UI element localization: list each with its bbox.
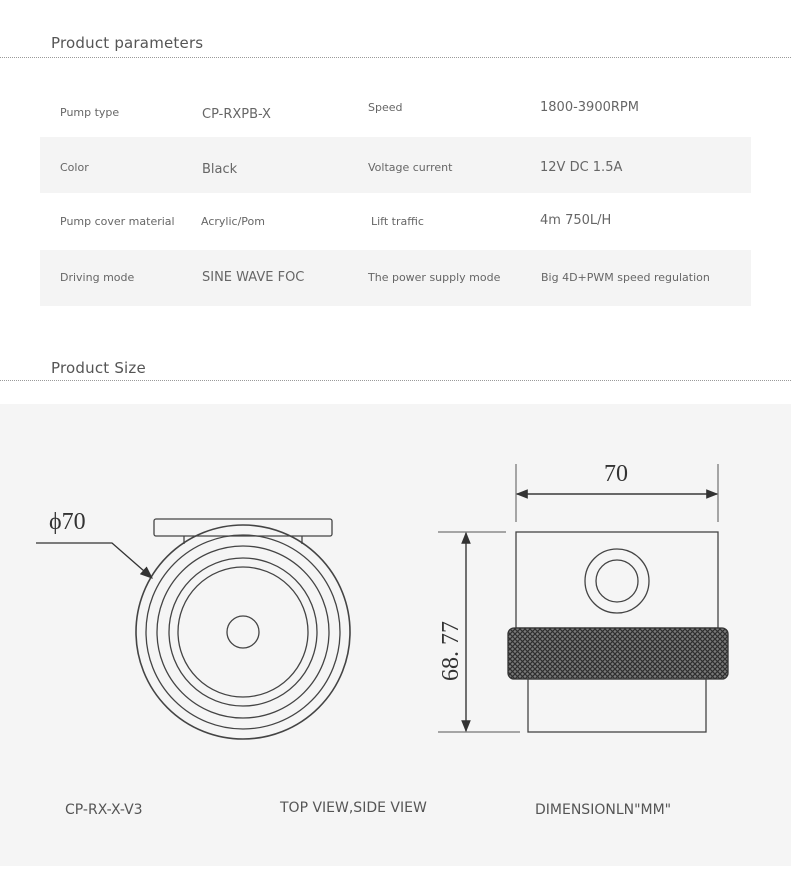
row-1-label-1: Pump type: [60, 106, 120, 119]
row-2-value-2: 12V DC 1.5A: [540, 160, 623, 175]
row-1-value-1: CP-RXPB-X: [202, 107, 271, 122]
top-view-ring-4: [169, 558, 317, 706]
row-2-value-1: Black: [202, 162, 238, 177]
side-view-lower-body: [528, 679, 706, 732]
row-4-label-1: Driving mode: [60, 271, 135, 284]
top-view-ring-3: [157, 546, 329, 718]
table-row: [40, 250, 751, 306]
row-3-label-2: Lift traffic: [371, 215, 424, 228]
views-caption: TOP VIEW,SIDE VIEW: [280, 800, 427, 816]
top-view-center-port: [227, 616, 259, 648]
side-view-knurled-ring: [508, 628, 728, 679]
table-row: [40, 137, 751, 193]
top-view-mount-plate: [154, 519, 332, 536]
row-1-value-2: 1800-3900RPM: [540, 100, 639, 115]
top-view-mount-tabs: [184, 536, 302, 544]
table-row: [40, 80, 751, 136]
top-view-ring-2: [146, 535, 340, 729]
model-caption: CP-RX-X-V3: [65, 802, 143, 818]
side-view-port-outer: [585, 549, 649, 613]
row-1-label-2: Speed: [368, 101, 403, 114]
row-4-label-2: The power supply mode: [368, 271, 501, 284]
parameters-title: Product parameters: [51, 34, 204, 52]
side-view-drawing: [438, 464, 728, 732]
row-4-value-1: SINE WAVE FOC: [202, 270, 305, 285]
diameter-label: ϕ70: [49, 509, 86, 535]
row-2-label-1: Color: [60, 161, 89, 174]
size-divider: [0, 380, 791, 381]
unit-caption: DIMENSIONLN"MM": [535, 802, 672, 818]
product-size-panel: [0, 404, 791, 866]
height-label: 68. 77: [438, 621, 464, 681]
diameter-leader-line: [36, 543, 152, 578]
dimension-drawing: [0, 404, 791, 866]
row-2-label-2: Voltage current: [368, 161, 453, 174]
top-view-outer-ring: [136, 525, 350, 739]
top-view-ring-5: [178, 567, 308, 697]
side-view-port-inner: [596, 560, 638, 602]
row-3-value-1: Acrylic/Pom: [201, 215, 265, 228]
top-view-drawing: [36, 519, 350, 739]
row-4-value-2: Big 4D+PWM speed regulation: [541, 271, 710, 284]
row-3-value-2: 4m 750L/H: [540, 213, 612, 228]
size-title: Product Size: [51, 359, 146, 377]
row-3-label-1: Pump cover material: [60, 215, 175, 228]
parameters-divider: [0, 57, 791, 58]
table-row: [40, 193, 751, 249]
width-label: 70: [604, 461, 628, 487]
